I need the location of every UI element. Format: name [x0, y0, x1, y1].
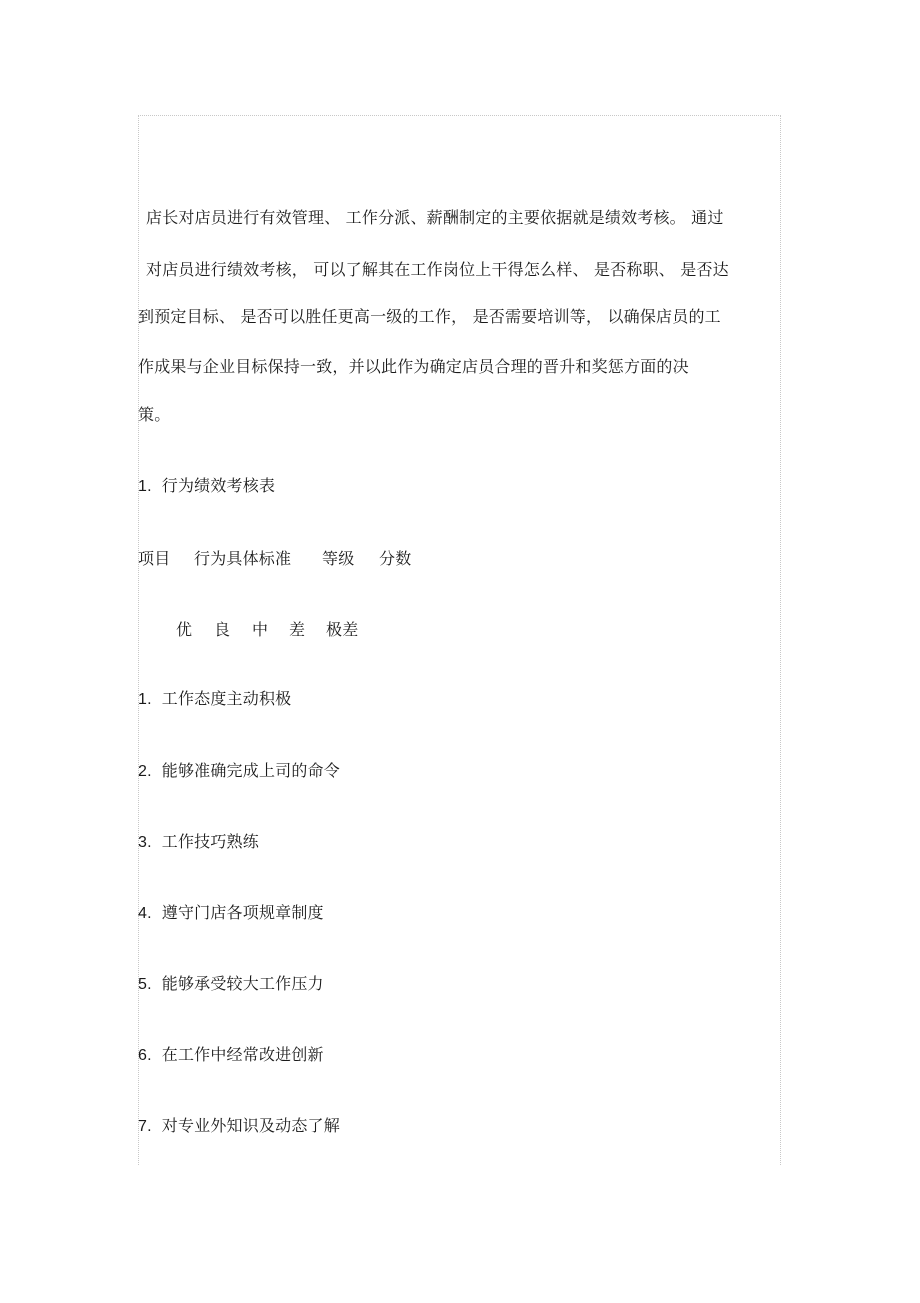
- item-text: 遵守门店各项规章制度: [161, 903, 324, 922]
- intro-line-1: 店长对店员进行有效管理、 工作分派、薪酬制定的主要依据就是绩效考核。 通过: [146, 208, 724, 227]
- item-number: 2.: [138, 763, 152, 780]
- grade-good: 良: [214, 620, 231, 639]
- item-number: 4.: [138, 905, 152, 922]
- grade-very-poor: 极差: [326, 620, 359, 639]
- grade-levels-row: [176, 620, 358, 640]
- table-header-row: [138, 549, 411, 569]
- item-number: 1.: [138, 691, 152, 708]
- grade-excellent: 优: [176, 620, 193, 639]
- intro-line-3: 到预定目标、 是否可以胜任更高一级的工作， 是否需要培训等， 以确保店员的工: [138, 307, 721, 326]
- grade-poor: 差: [289, 620, 306, 639]
- section-heading: [138, 476, 275, 497]
- item-number: 6.: [138, 1047, 152, 1064]
- header-item: 项目: [138, 549, 171, 568]
- intro-line-5: 策。: [138, 405, 171, 424]
- intro-line-2: 对店员进行绩效考核， 可以了解其在工作岗位上干得怎么样、 是否称职、 是否达: [146, 260, 729, 279]
- section-title: 行为绩效考核表: [161, 476, 276, 495]
- list-item: [138, 689, 291, 710]
- item-text: 能够准确完成上司的命令: [161, 761, 340, 780]
- section-number: 1.: [138, 478, 152, 495]
- item-text: 能够承受较大工作压力: [161, 974, 324, 993]
- grade-medium: 中: [252, 620, 269, 639]
- list-item: [138, 974, 324, 995]
- list-item: [138, 1116, 340, 1137]
- header-grade: 等级: [322, 549, 355, 568]
- list-item: [138, 832, 259, 853]
- item-text: 在工作中经常改进创新: [161, 1045, 324, 1064]
- item-text: 工作态度主动积极: [161, 689, 292, 708]
- list-item: [138, 761, 340, 782]
- item-text: 对专业外知识及动态了解: [161, 1116, 340, 1135]
- item-number: 7.: [138, 1118, 152, 1135]
- intro-line-4: 作成果与企业目标保持一致，并以此作为确定店员合理的晋升和奖惩方面的决: [138, 357, 689, 376]
- item-number: 5.: [138, 976, 152, 993]
- list-item: [138, 903, 324, 924]
- header-standard: 行为具体标准: [194, 549, 292, 568]
- list-item: [138, 1045, 324, 1066]
- item-number: 3.: [138, 834, 152, 851]
- item-text: 工作技巧熟练: [161, 832, 259, 851]
- header-score: 分数: [379, 549, 412, 568]
